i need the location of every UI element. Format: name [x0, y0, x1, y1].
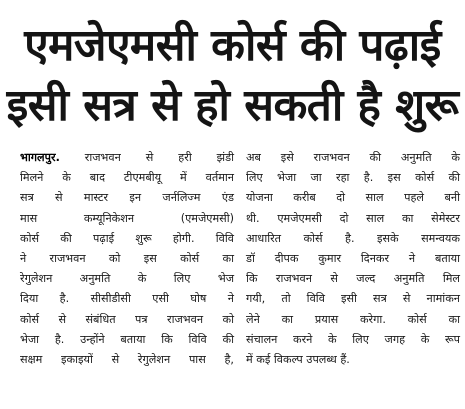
headline-line-1: एमजेएमसी कोर्स की पढ़ाई	[24, 20, 441, 71]
article-line: दिया है. सीसीडीसी एसी घोष ने	[20, 292, 234, 306]
article-line: थी. एमजेएमसी दो साल का सेमेस्टर	[246, 211, 460, 225]
article-line: अब इसे राजभवन की अनुमति के	[246, 151, 460, 164]
article-line: कोर्स से संबंधित पत्र राजभवन को	[20, 312, 234, 326]
article-body	[20, 148, 460, 370]
article-line: रेगुलेशन अनुमति के लिए भेज	[20, 272, 234, 286]
article-line: भेजा है. उन्होंने बताया कि विवि की	[20, 332, 234, 346]
dateline: भागलपुर.	[20, 151, 60, 164]
article-line: मिलने के बाद टीएमबीयू में वर्तमान	[20, 171, 234, 185]
article-line: सत्र से मास्टर इन जर्नलिज्म एंड	[20, 191, 234, 205]
article-line: डॉ दीपक कुमार दिनकर ने बताया	[246, 251, 460, 265]
article-line	[20, 148, 234, 168]
article-line: संचालन करने के लिए जगह के रूप	[246, 332, 460, 346]
article-line: गयी, तो विवि इसी सत्र से नामांकन	[246, 292, 460, 306]
article-line: कि राजभवन से जल्द अनुमति मिल	[246, 272, 460, 286]
article-column-1	[20, 148, 234, 370]
article-line: लेने का प्रयास करेगा. कोर्स का	[246, 312, 460, 326]
article-line: आधारित कोर्स है. इसके समन्वयक	[246, 231, 460, 245]
article-line: ने राजभवन को इस कोर्स का	[20, 251, 234, 265]
article-line-text: राजभवन से हरी झंडी	[84, 151, 234, 164]
article-line: कोर्स की पढ़ाई शुरू होगी. विवि	[20, 231, 234, 245]
article-line: योजना करीब दो साल पहले बनी	[246, 191, 460, 205]
article-line: मास कम्यूनिकेशन (एमजेएमसी)	[20, 211, 234, 225]
article-line: लिए भेजा जा रहा है. इस कोर्स की	[246, 171, 460, 185]
article-column-2	[246, 148, 460, 370]
article-line: सक्षम इकाइयों से रेगुलेशन पास है,	[20, 352, 234, 366]
headline-line-2: इसी सत्र से हो सकती है शुरू	[6, 80, 459, 131]
article-line: में कई विकल्प उपलब्ध हैं.	[246, 352, 350, 366]
